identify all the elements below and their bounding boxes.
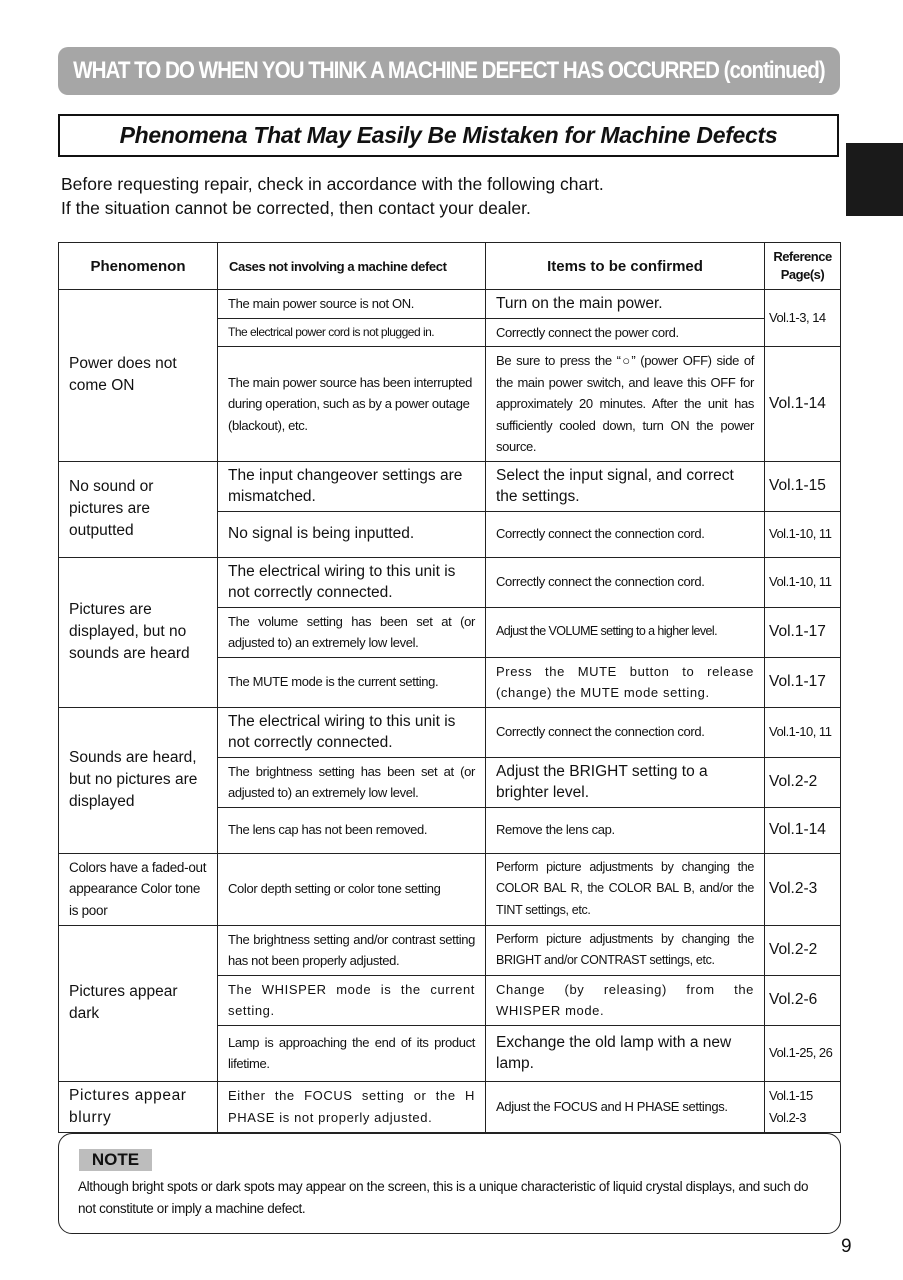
case-cell: The electrical wiring to this unit is not correctly connected. [218, 557, 486, 607]
reference-cell: Vol.1-17 [765, 607, 841, 657]
reference-cell: Vol.1-14 [765, 807, 841, 853]
phenomenon-cell: Power does not come ON [59, 290, 218, 462]
header-reference: Reference Page(s) [765, 243, 841, 290]
note-label: NOTE [79, 1149, 152, 1171]
subtitle-box [58, 114, 839, 157]
table-row [59, 1081, 841, 1132]
item-cell: Select the input signal, and correct the settings. [486, 461, 765, 511]
reference-cell: Vol.1-10, 11 [765, 557, 841, 607]
intro-line-1: Before requesting repair, check in accordance with the following chart. [61, 174, 604, 194]
table-header-row [59, 243, 841, 290]
reference-cell: Vol.2-3 [765, 853, 841, 925]
table-row [59, 925, 841, 975]
case-cell: The main power source is not ON. [218, 290, 486, 319]
item-cell: Adjust the BRIGHT setting to a brighter level. [486, 757, 765, 807]
header-phenomenon: Phenomenon [59, 243, 218, 290]
item-cell: Press the MUTE button to release (change) the MUTE mode setting. [486, 657, 765, 707]
case-cell: The electrical power cord is not plugged in. [218, 318, 486, 347]
item-cell: Perform picture adjustments by changing the BRIGHT and/or CONTRAST settings, etc. [486, 925, 765, 975]
reference-cell: Vol.1-15 [765, 461, 841, 511]
reference-cell: Vol.2-2 [765, 925, 841, 975]
note-box [58, 1133, 841, 1234]
case-cell: The MUTE mode is the current setting. [218, 657, 486, 707]
page-number: 9 [841, 1236, 852, 1257]
item-cell: Adjust the FOCUS and H PHASE settings. [486, 1081, 765, 1132]
reference-cell: Vol.1-10, 11 [765, 511, 841, 557]
intro-line-2: If the situation cannot be corrected, then contact your dealer. [61, 198, 531, 218]
troubleshooting-table [58, 242, 841, 1133]
reference-cell: Vol.2-6 [765, 975, 841, 1025]
table-row [59, 707, 841, 757]
case-cell: The volume setting has been set at (or adjusted to) an extremely low level. [218, 607, 486, 657]
case-cell: The main power source has been interrupted during operation, such as by a power outage (blackout), etc. [218, 347, 486, 462]
phenomenon-cell: Pictures appear blurry [59, 1081, 218, 1132]
case-cell: The brightness setting and/or contrast setting has not been properly adjusted. [218, 925, 486, 975]
reference-cell: Vol.1-17 [765, 657, 841, 707]
section-banner [58, 47, 840, 95]
case-cell: The electrical wiring to this unit is not correctly connected. [218, 707, 486, 757]
section-banner-title: WHAT TO DO WHEN YOU THINK A MACHINE DEFECT HAS OCCURRED (continued) [73, 57, 825, 84]
item-cell: Correctly connect the connection cord. [486, 511, 765, 557]
case-cell: The input changeover settings are mismatched. [218, 461, 486, 511]
reference-cell: Vol.1-25, 26 [765, 1025, 841, 1081]
phenomenon-cell: Pictures are displayed, but no sounds are heard [59, 557, 218, 707]
item-cell: Be sure to press the “○” (power OFF) side of the main power switch, and leave this OFF for approximately 20 minutes. After the unit has sufficiently cooled down, turn ON the power source. [486, 347, 765, 462]
table-row [59, 853, 841, 925]
table-row [59, 557, 841, 607]
phenomenon-cell: Colors have a faded-out appearance Color tone is poor [59, 853, 218, 925]
phenomenon-cell: Pictures appear dark [59, 925, 218, 1081]
case-cell: Either the FOCUS setting or the H PHASE is not properly adjusted. [218, 1081, 486, 1132]
item-cell: Correctly connect the connection cord. [486, 707, 765, 757]
item-cell: Exchange the old lamp with a new lamp. [486, 1025, 765, 1081]
reference-line-2: Vol.2-3 [769, 1109, 806, 1125]
table-row [59, 461, 841, 511]
item-cell: Correctly connect the connection cord. [486, 557, 765, 607]
note-text: Although bright spots or dark spots may appear on the screen, this is a unique characteristic of liquid crystal displays, and such do not constitute or imply a machine defect. [78, 1179, 809, 1216]
reference-cell: Vol.1-14 [765, 347, 841, 462]
header-items: Items to be confirmed [486, 243, 765, 290]
item-cell: Perform picture adjustments by changing the COLOR BAL R, the COLOR BAL B, and/or the TINT settings, etc. [486, 853, 765, 925]
case-cell: The brightness setting has been set at (or adjusted to) an extremely low level. [218, 757, 486, 807]
reference-cell: Vol.2-2 [765, 757, 841, 807]
item-cell: Turn on the main power. [486, 290, 765, 319]
case-cell: The lens cap has not been removed. [218, 807, 486, 853]
header-cases: Cases not involving a machine defect [218, 243, 486, 290]
item-cell: Change (by releasing) from the WHISPER mode. [486, 975, 765, 1025]
item-cell: Correctly connect the power cord. [486, 318, 765, 347]
reference-cell: Vol.1-3, 14 [765, 290, 841, 347]
item-cell: Remove the lens cap. [486, 807, 765, 853]
reference-cell [765, 1081, 841, 1132]
case-cell: No signal is being inputted. [218, 511, 486, 557]
phenomenon-cell: No sound or pictures are outputted [59, 461, 218, 557]
item-cell: Adjust the VOLUME setting to a higher level. [486, 607, 765, 657]
case-cell: Lamp is approaching the end of its product lifetime. [218, 1025, 486, 1081]
table-row [59, 290, 841, 319]
case-cell: Color depth setting or color tone setting [218, 853, 486, 925]
intro-text [61, 172, 604, 220]
subtitle-text: Phenomena That May Easily Be Mistaken for Machine Defects [119, 122, 778, 148]
reference-line-1: Vol.1-15 [769, 1087, 813, 1103]
chapter-tab-marker [846, 143, 903, 216]
reference-cell: Vol.1-10, 11 [765, 707, 841, 757]
case-cell: The WHISPER mode is the current setting. [218, 975, 486, 1025]
phenomenon-cell: Sounds are heard, but no pictures are displayed [59, 707, 218, 853]
